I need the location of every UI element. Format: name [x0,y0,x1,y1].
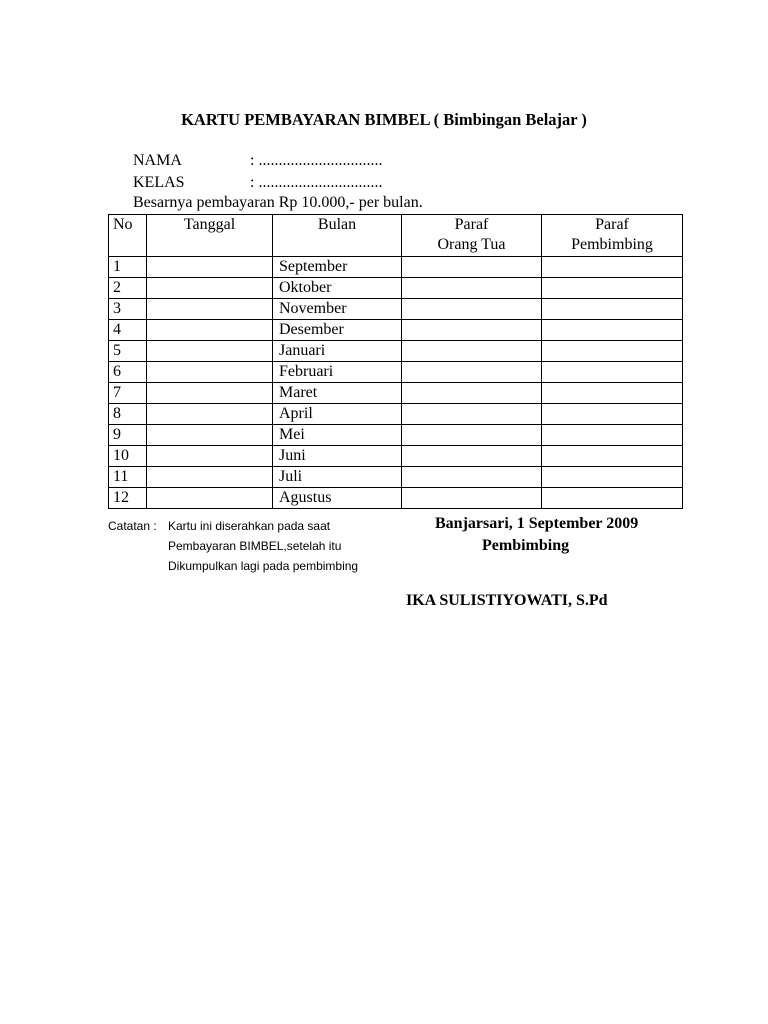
table-row [109,320,683,341]
tutor-sign-cell [542,257,683,278]
date-cell [147,404,273,425]
month-cell: Februari [273,362,402,383]
signature-name: IKA SULISTIYOWATI, S.Pd [406,592,608,609]
note-line-2: Pembayaran BIMBEL,setelah itu [168,539,342,553]
month-cell: September [273,257,402,278]
header-tutor-sign-line1: Paraf [595,216,629,233]
date-cell [147,383,273,404]
row-no: 11 [109,467,147,488]
table-header-row [109,215,683,257]
tutor-sign-cell [542,425,683,446]
row-no: 8 [109,404,147,425]
table-row [109,383,683,404]
row-no: 7 [109,383,147,404]
parent-sign-cell [402,341,542,362]
tutor-sign-cell [542,278,683,299]
header-parent-sign [402,215,542,257]
table-row [109,446,683,467]
month-cell: April [273,404,402,425]
date-cell [147,278,273,299]
tutor-sign-cell [542,341,683,362]
date-cell [147,299,273,320]
row-no: 10 [109,446,147,467]
table-row [109,362,683,383]
payment-note: Besarnya pembayaran Rp 10.000,- per bulan. [133,194,423,211]
parent-sign-cell [402,257,542,278]
month-cell: Maret [273,383,402,404]
tutor-sign-cell [542,404,683,425]
month-cell: November [273,299,402,320]
class-label: KELAS [133,174,185,191]
name-field [133,152,382,170]
header-no: No [109,215,147,257]
month-cell: Mei [273,425,402,446]
tutor-sign-cell [542,320,683,341]
date-cell [147,341,273,362]
table-row [109,425,683,446]
note-prefix: Catatan : [108,519,157,533]
table-row [109,278,683,299]
page-title: KARTU PEMBAYARAN BIMBEL ( Bimbingan Belajar ) [181,110,587,129]
date-cell [147,446,273,467]
row-no: 4 [109,320,147,341]
month-cell: Januari [273,341,402,362]
class-field [133,174,382,192]
class-value: : ............................... [250,174,383,191]
month-cell: Desember [273,320,402,341]
table-row [109,299,683,320]
parent-sign-cell [402,488,542,509]
date-cell [147,425,273,446]
table-row [109,257,683,278]
payment-table [108,214,683,509]
parent-sign-cell [402,404,542,425]
table-row [109,488,683,509]
parent-sign-cell [402,278,542,299]
month-cell: Juni [273,446,402,467]
parent-sign-cell [402,446,542,467]
row-no: 12 [109,488,147,509]
signature-role: Pembimbing [482,537,570,554]
row-no: 6 [109,362,147,383]
tutor-sign-cell [542,362,683,383]
row-no: 5 [109,341,147,362]
header-parent-sign-line2: Orang Tua [437,236,506,253]
month-cell: Oktober [273,278,402,299]
name-label: NAMA [133,152,182,169]
tutor-sign-cell [542,488,683,509]
table-row [109,404,683,425]
date-cell [147,467,273,488]
tutor-sign-cell [542,299,683,320]
row-no: 1 [109,257,147,278]
note-line-1: Kartu ini diserahkan pada saat [168,519,331,533]
table-row [109,341,683,362]
date-cell [147,320,273,341]
row-no: 9 [109,425,147,446]
header-tutor-sign-line2: Pembimbing [571,236,653,253]
note [108,516,358,576]
date-cell [147,488,273,509]
row-no: 3 [109,299,147,320]
tutor-sign-cell [542,467,683,488]
parent-sign-cell [402,425,542,446]
parent-sign-cell [402,467,542,488]
note-line-3: Dikumpulkan lagi pada pembimbing [168,559,359,573]
parent-sign-cell [402,299,542,320]
header-month: Bulan [273,215,402,257]
parent-sign-cell [402,362,542,383]
tutor-sign-cell [542,383,683,404]
header-date: Tanggal [147,215,273,257]
parent-sign-cell [402,383,542,404]
tutor-sign-cell [542,446,683,467]
month-cell: Agustus [273,488,402,509]
date-cell [147,362,273,383]
row-no: 2 [109,278,147,299]
name-value: : ............................... [250,152,383,169]
date-cell [147,257,273,278]
header-tutor-sign [542,215,683,257]
header-parent-sign-line1: Paraf [454,216,489,233]
table-row [109,467,683,488]
parent-sign-cell [402,320,542,341]
signature-place-date: Banjarsari, 1 September 2009 [435,515,639,532]
month-cell: Juli [273,467,402,488]
